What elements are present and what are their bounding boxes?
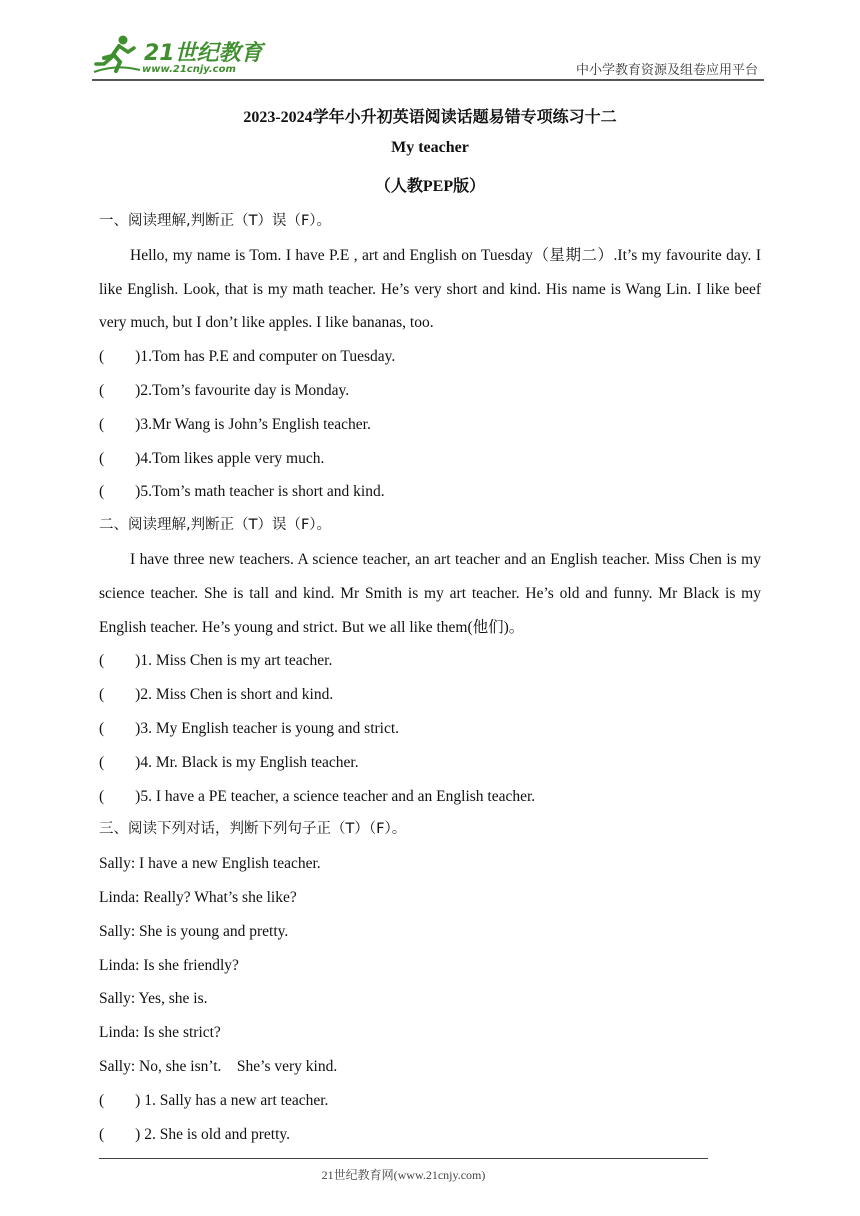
section2-question: ( )1. Miss Chen is my art teacher. [99,652,333,670]
section2-question: ( )5. I have a PE teacher, a science teacher and an English teacher. [99,787,536,805]
dialogue-line: Sally: No, she isn’t. She’s very kind. [99,1057,338,1075]
section3-question: ( ) 2. She is old and pretty. [99,1125,290,1143]
section2-question: ( )2. Miss Chen is short and kind. [99,686,334,704]
section1-question: ( )3.Mr Wang is John’s English teacher. [99,415,371,433]
dialogue-line: Sally: I have a new English teacher. [99,855,321,873]
section1-question: ( )2.Tom’s favourite day is Monday. [99,381,350,399]
document-edition: （人教PEP版） [374,178,486,195]
section1-passage: Hello, my name is Tom. I have P.E , art and English on Tuesday（星期二）.It’s my favourite day. I like English. Look, that is my math teacher. He’s very short and kind. His name is Wang Lin. I like beef very much, but I don’t like apples. I like bananas, too. [99,246,761,332]
section2-heading: 二、阅读理解,判断正（T）误（F）。 [99,517,332,534]
section1-question: ( )5.Tom’s math teacher is short and kind. [99,483,385,501]
document-body [99,205,761,1151]
section2-question: ( )3. My English teacher is young and strict. [99,719,400,737]
platform-label: 中小学教育资源及组卷应用平台 [575,63,758,78]
dialogue-line: Linda: Is she strict? [99,1024,221,1042]
dialogue-line: Sally: Yes, she is. [99,990,208,1008]
page-header [92,28,762,80]
header-divider [92,79,764,81]
dialogue-line: Linda: Really? What’s she like? [99,888,297,906]
logo-title: 21世纪教育 [144,41,263,66]
section1-heading: 一、阅读理解,判断正（T）误（F）。 [99,213,332,229]
footer-divider [99,1158,708,1159]
section2-passage: I have three new teachers. A science teacher, an art teacher and an English teacher. Miss Chen is my science teacher. She is tall and kind. Mr Smith is my art teacher. He’s old and funny. Mr Black is my English teacher. He’s young and strict. But we all like them(他们)。 [99,550,761,636]
document-title: 2023-2024学年小升初英语阅读话题易错专项练习十二 [243,109,617,126]
document-topic: My teacher [391,139,469,156]
footer-text: 21世纪教育网(www.21cnjy.com) [321,1168,486,1182]
section1-question: ( )1.Tom has P.E and computer on Tuesday. [99,348,396,366]
section3-heading: 三、阅读下列对话，判断下列句子正（T）（F）。 [99,821,407,838]
section3-question: ( ) 1. Sally has a new art teacher. [99,1091,329,1109]
logo [92,34,267,76]
section1-question: ( )4.Tom likes apple very much. [99,449,325,467]
logo-url: www.21cnjy.com [142,64,236,75]
dialogue-line: Sally: She is young and pretty. [99,922,289,940]
section2-question: ( )4. Mr. Black is my English teacher. [99,753,359,771]
dialogue-line: Linda: Is she friendly? [99,956,239,974]
runner-logo-icon [92,34,142,74]
